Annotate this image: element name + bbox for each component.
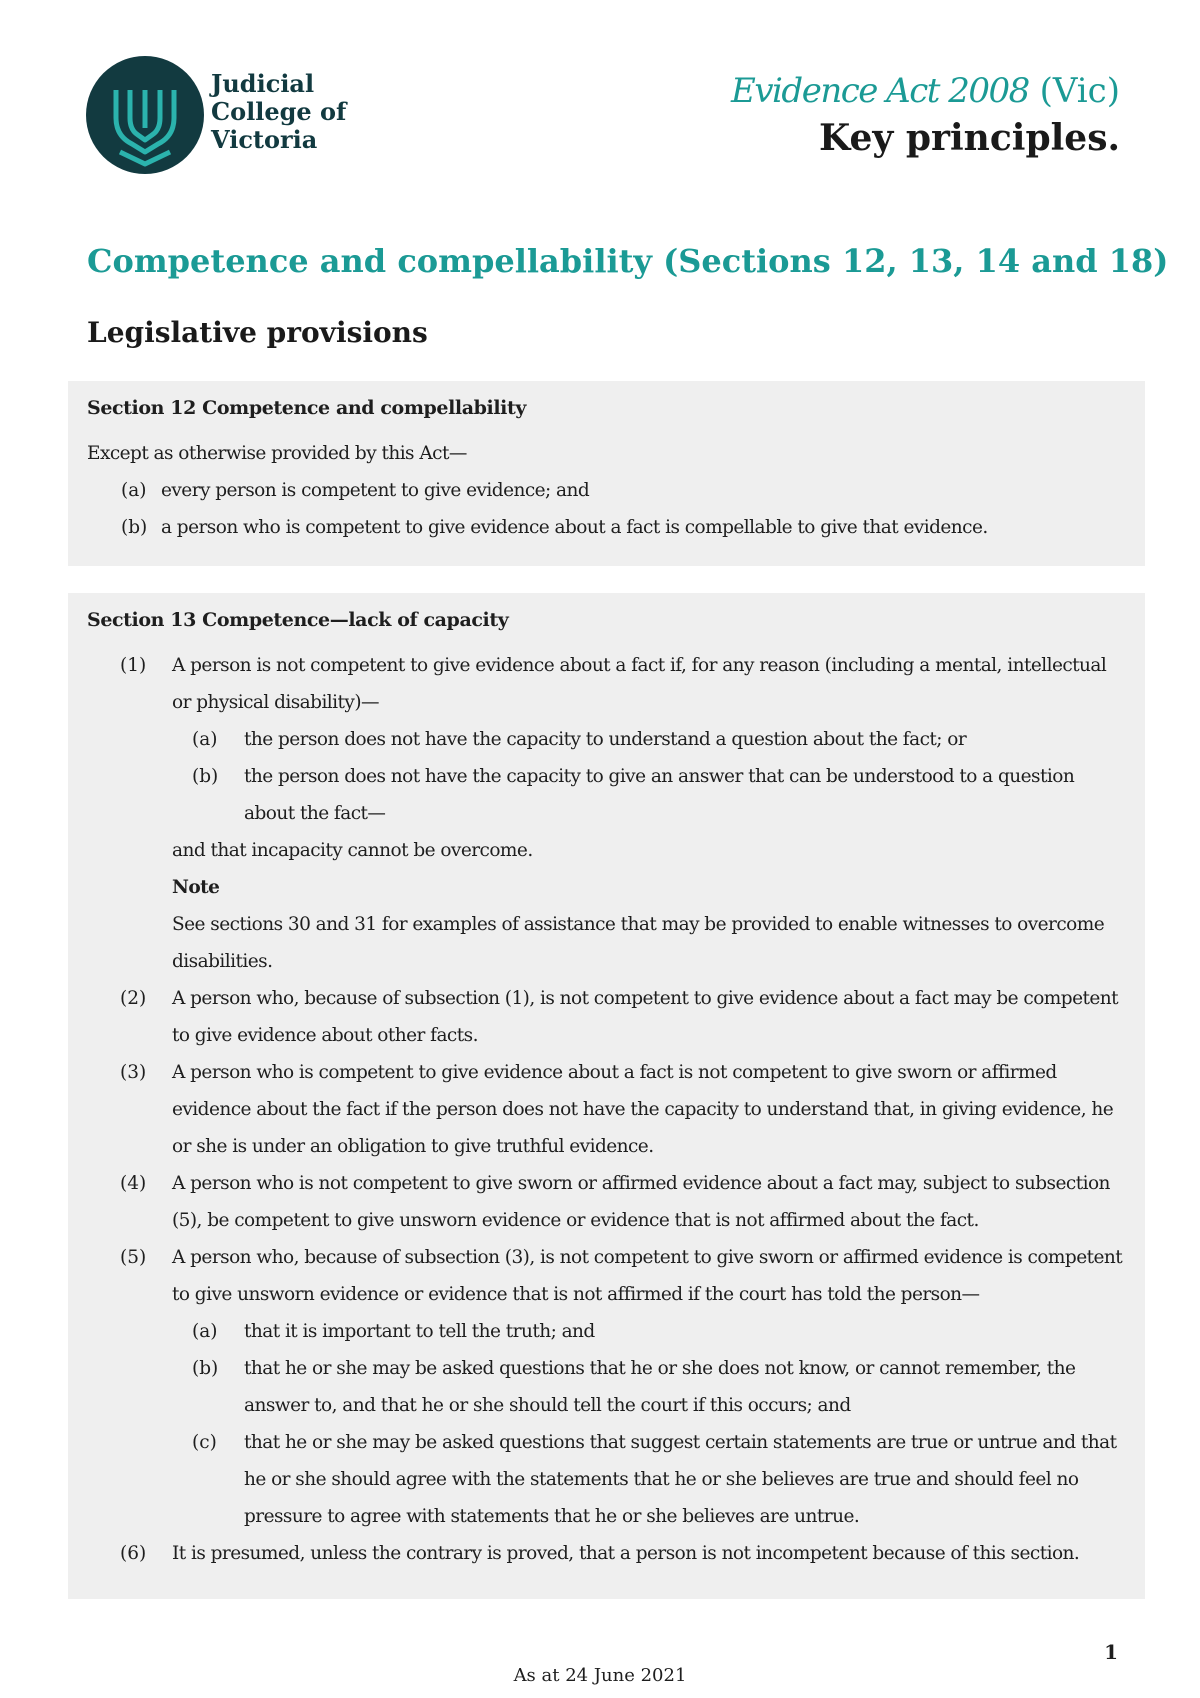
subsection-1-item-a xyxy=(87,721,1127,758)
section-12-heading: Section 12 Competence and compellability xyxy=(87,397,526,419)
subsection-5-item-a xyxy=(87,1313,1127,1350)
page-title: Competence and compellability (Sections 12, 13, 14 and 18) xyxy=(87,242,1169,280)
item-label: (a) xyxy=(192,729,218,750)
item-text: that it is important to tell the truth; and xyxy=(244,1321,595,1342)
subsection-2 xyxy=(87,980,1127,1054)
section-13-heading: Section 13 Competence—lack of capacity xyxy=(87,609,509,631)
subsection-1-item-b xyxy=(87,758,1127,832)
subsection-label: (6) xyxy=(120,1543,147,1564)
item-text: that he or she may be asked questions that suggest certain statements are true or untrue and that he or she should agree with the statements that he or she believes are true and should feel no pressure to agree with statements that he or she believes are untrue. xyxy=(244,1432,1117,1527)
subsection-3 xyxy=(87,1054,1127,1165)
item-text: the person does not have the capacity to give an answer that can be understood to a question about the fact— xyxy=(244,766,1075,824)
logo-line-2: College of xyxy=(211,97,347,126)
item-label: (b) xyxy=(121,517,148,538)
subsection-label: (4) xyxy=(120,1173,147,1194)
subsection-text: It is presumed, unless the contrary is proved, that a person is not incompetent because of this section. xyxy=(172,1543,1080,1564)
subsection-1-tail: and that incapacity cannot be overcome. xyxy=(172,840,533,861)
subsection-5-item-c xyxy=(87,1424,1127,1535)
subsection-text: A person who is not competent to give sworn or affirmed evidence about a fact may, subject to subsection (5), be competent to give unsworn evidence or evidence that is not affirmed about the fact. xyxy=(172,1173,1110,1231)
item-text: every person is competent to give evidence; and xyxy=(161,480,590,501)
section-12-item-a xyxy=(87,472,1127,509)
item-label: (a) xyxy=(192,1321,218,1342)
subsection-6 xyxy=(87,1535,1127,1572)
item-label: (a) xyxy=(121,480,147,501)
subsection-text: A person who, because of subsection (1), is not competent to give evidence about a fact may be competent to give evidence about other facts. xyxy=(172,988,1118,1046)
subsection-text: A person is not competent to give evidence about a fact if, for any reason (including a mental, intellectual or physical disability)— xyxy=(172,655,1107,713)
page-footer-date: As at 24 June 2021 xyxy=(513,1665,687,1686)
judicial-college-logo-icon xyxy=(86,56,204,174)
subsection-1 xyxy=(87,647,1127,721)
subsection-text: A person who is competent to give evidence about a fact is not competent to give sworn or affirmed evidence about the fact if the person does not have the capacity to understand that, in giving evidence, he or she is under an obligation to give truthful evidence. xyxy=(172,1062,1114,1157)
subsection-text: A person who, because of subsection (3), is not competent to give sworn or affirmed evidence is competent to give unsworn evidence or evidence that is not affirmed if the court has told the person— xyxy=(172,1247,1123,1305)
logo-line-1: Judicial xyxy=(211,69,315,98)
subsection-label: (2) xyxy=(120,988,147,1009)
subsection-5-item-b xyxy=(87,1350,1127,1424)
section-12-intro: Except as otherwise provided by this Act— xyxy=(87,443,467,464)
item-label: (b) xyxy=(192,766,219,787)
section-13-box xyxy=(68,593,1145,1599)
item-text: a person who is competent to give evidence about a fact is compellable to give that evidence. xyxy=(161,517,988,538)
subsection-label: (5) xyxy=(120,1247,147,1268)
note-heading: Note xyxy=(172,877,220,898)
act-title xyxy=(731,68,1120,114)
page-number: 1 xyxy=(1104,1640,1118,1664)
act-title-block xyxy=(731,68,1120,162)
item-label: (b) xyxy=(192,1358,219,1379)
act-jurisdiction: (Vic) xyxy=(1028,71,1120,111)
key-principles-label: Key principles. xyxy=(819,117,1120,159)
item-text: the person does not have the capacity to understand a question about the fact; or xyxy=(244,729,967,750)
section-subheading: Legislative provisions xyxy=(87,316,428,349)
page-header xyxy=(0,0,1200,200)
item-label: (c) xyxy=(192,1432,217,1453)
note-text: See sections 30 and 31 for examples of assistance that may be provided to enable witnesses to overcome disabilities. xyxy=(172,914,1105,972)
logo-wordmark xyxy=(211,70,346,154)
subsection-5 xyxy=(87,1239,1127,1313)
subsection-4 xyxy=(87,1165,1127,1239)
item-text: that he or she may be asked questions that he or she does not know, or cannot remember, the answer to, and that he or she should tell the court if this occurs; and xyxy=(244,1358,1076,1416)
section-12-box xyxy=(68,381,1145,566)
section-12-item-b xyxy=(87,509,1127,546)
logo-line-3: Victoria xyxy=(211,125,318,154)
subsection-label: (3) xyxy=(120,1062,147,1083)
act-name: Evidence Act 2008 xyxy=(731,71,1029,111)
subsection-label: (1) xyxy=(120,655,147,676)
